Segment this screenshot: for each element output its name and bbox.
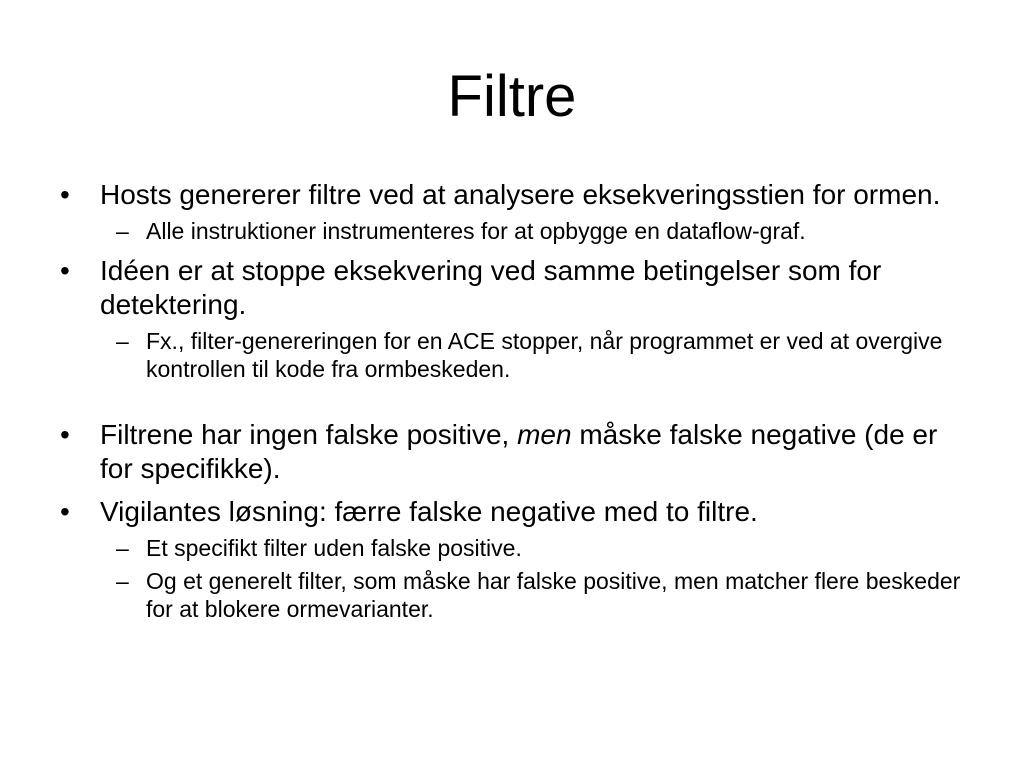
bullet-1-text: Hosts genererer filtre ved at analysere eksekveringsstien for ormen. xyxy=(100,179,941,210)
bullet-2-sub-1 xyxy=(0,327,1024,383)
sub-bullet-marker: – xyxy=(116,218,129,244)
bullet-4-text: Vigilantes løsning: færre falske negative med to filtre. xyxy=(100,496,758,527)
bullet-3-emphasis: men xyxy=(517,419,572,450)
bullet-3-text-before: Filtrene har ingen falske positive, xyxy=(100,419,518,450)
bullet-1-sub-1 xyxy=(0,217,1024,245)
bullet-4-sub-2 xyxy=(0,567,1024,623)
bullet-marker: • xyxy=(60,255,70,286)
bullet-3-text-after: måske falske negative (de er for specifikke). xyxy=(100,419,938,484)
bullet-2-text: Idéen er at stoppe eksekvering ved samme betingelser som for detektering. xyxy=(100,255,882,320)
sub-bullet-marker: – xyxy=(116,328,129,354)
bullet-4-sub-1 xyxy=(0,534,1024,562)
bullet-3 xyxy=(0,418,1024,486)
bullet-1-sub-1-text: Alle instruktioner instrumenteres for at opbygge en dataflow-graf. xyxy=(146,218,806,244)
bullet-marker: • xyxy=(60,179,70,210)
bullet-1 xyxy=(0,178,1024,212)
bullet-2-sub-1-text: Fx., filter-genereringen for en ACE stopper, når programmet er ved at overgive kontrollen til kode fra ormbeskeden. xyxy=(146,328,943,382)
slide-title: Filtre xyxy=(447,64,577,129)
spacer xyxy=(0,383,1024,409)
sub-bullet-marker: – xyxy=(116,535,129,561)
bullet-2 xyxy=(0,254,1024,322)
bullet-4-sub-1-text: Et specifikt filter uden falske positive. xyxy=(146,535,522,561)
bullet-4 xyxy=(0,495,1024,529)
bullet-marker: • xyxy=(60,419,70,450)
slide-content xyxy=(0,178,1024,623)
sub-bullet-marker: – xyxy=(116,568,129,594)
bullet-4-sub-2-text: Og et generelt filter, som måske har falske positive, men matcher flere beskeder for at blokere ormevarianter. xyxy=(146,568,961,622)
bullet-marker: • xyxy=(60,496,70,527)
